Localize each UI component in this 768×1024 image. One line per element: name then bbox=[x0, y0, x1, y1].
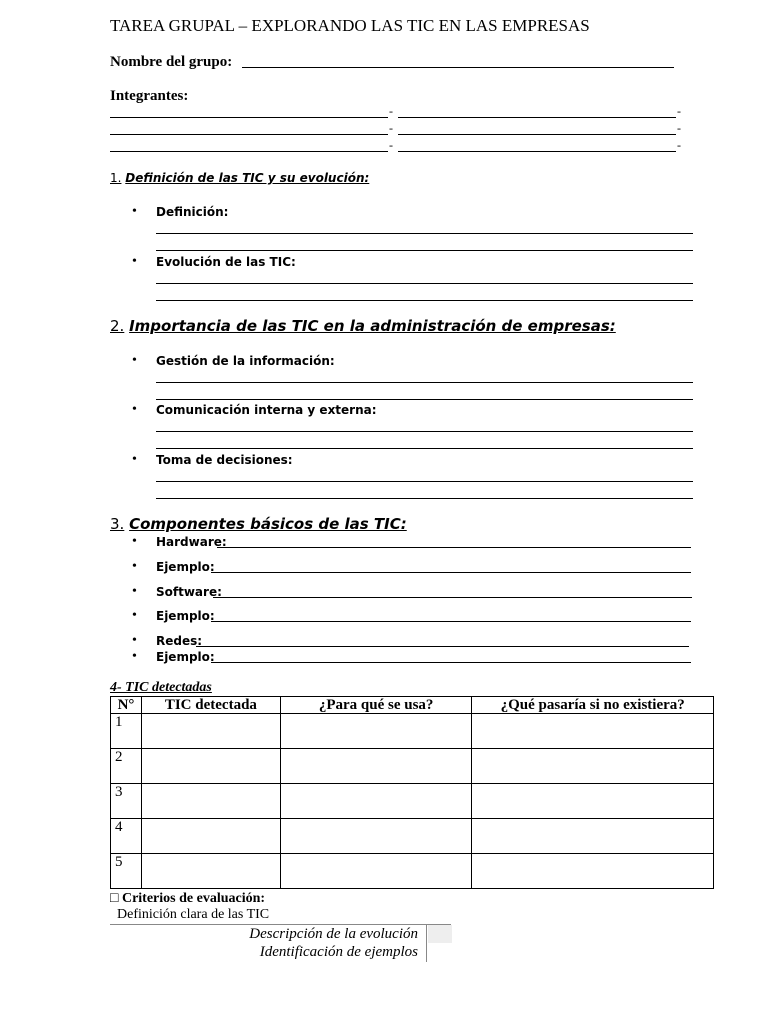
answer-line[interactable] bbox=[156, 382, 693, 383]
table-cell[interactable] bbox=[472, 854, 714, 889]
group-name-label: Nombre del grupo: bbox=[110, 54, 233, 70]
document-title: TAREA GRUPAL – EXPLORANDO LAS TIC EN LAS EMPRESAS bbox=[110, 16, 590, 35]
table-heading: 4- TIC detectadas bbox=[110, 680, 212, 695]
criteria-label: Criterios de evaluación: bbox=[121, 891, 266, 906]
criteria-item: Definición clara de las TIC bbox=[117, 907, 270, 922]
column-header: TIC detectada bbox=[141, 697, 280, 714]
column-header: ¿Para qué se usa? bbox=[280, 697, 472, 714]
bullet-glyph: • bbox=[132, 608, 137, 623]
table-cell[interactable] bbox=[141, 854, 280, 889]
item-label-evolucion: Evolución de las TIC: bbox=[156, 255, 296, 269]
row-number: 1 bbox=[111, 714, 142, 749]
member-separator: - bbox=[677, 104, 681, 118]
bullet-glyph: • bbox=[132, 649, 137, 664]
table-row bbox=[111, 749, 714, 784]
table-row bbox=[111, 784, 714, 819]
criteria-item: Identificación de ejemplos bbox=[259, 944, 418, 960]
answer-line[interactable] bbox=[211, 572, 691, 573]
answer-line[interactable] bbox=[156, 481, 693, 482]
item-label-hardware: Hardware: bbox=[156, 535, 227, 549]
bullet-glyph: • bbox=[132, 584, 137, 599]
section-title: Importancia de las TIC en la administración de empresas: bbox=[129, 317, 616, 335]
item-label-gestion: Gestión de la información: bbox=[156, 354, 335, 368]
member-field-2[interactable] bbox=[398, 117, 676, 118]
member-separator: - bbox=[389, 121, 393, 135]
answer-line[interactable] bbox=[196, 646, 689, 647]
answer-line[interactable] bbox=[156, 431, 693, 432]
row-number: 5 bbox=[111, 854, 142, 889]
section-number: 2. bbox=[110, 317, 125, 335]
bullet-glyph: • bbox=[132, 633, 137, 648]
answer-line[interactable] bbox=[156, 283, 693, 284]
bullet-glyph: • bbox=[132, 534, 137, 549]
answer-line[interactable] bbox=[156, 448, 693, 449]
column-header: N° bbox=[111, 697, 142, 714]
answer-line[interactable] bbox=[211, 621, 691, 622]
table-cell[interactable] bbox=[472, 819, 714, 854]
section-title: Componentes básicos de las TIC: bbox=[129, 515, 407, 533]
group-name-field[interactable] bbox=[242, 67, 674, 68]
bullet-glyph: • bbox=[132, 452, 137, 467]
criteria-item: Descripción de la evolución bbox=[249, 926, 418, 942]
member-separator: - bbox=[677, 138, 681, 152]
answer-line[interactable] bbox=[156, 300, 693, 301]
member-separator: - bbox=[677, 121, 681, 135]
members-label: Integrantes: bbox=[110, 88, 189, 104]
bullet-glyph: • bbox=[132, 353, 137, 368]
bullet-glyph: • bbox=[132, 402, 137, 417]
criteria-heading bbox=[110, 891, 265, 907]
table-header-row bbox=[111, 697, 714, 714]
item-label-decisiones: Toma de decisiones: bbox=[156, 453, 293, 467]
section-2-heading bbox=[110, 317, 616, 335]
row-number: 4 bbox=[111, 819, 142, 854]
bullet-glyph: • bbox=[132, 559, 137, 574]
item-label-ejemplo: Ejemplo: bbox=[156, 609, 215, 623]
section-number: 1. bbox=[110, 171, 122, 185]
table-cell[interactable] bbox=[472, 749, 714, 784]
item-label-redes: Redes: bbox=[156, 634, 203, 648]
section-number: 3. bbox=[110, 515, 125, 533]
section-1-heading bbox=[110, 171, 369, 185]
bullet-glyph: • bbox=[132, 204, 137, 219]
member-field-5[interactable] bbox=[110, 151, 388, 152]
answer-line[interactable] bbox=[211, 662, 691, 663]
member-separator: - bbox=[389, 104, 393, 118]
member-separator: - bbox=[389, 138, 393, 152]
answer-line[interactable] bbox=[156, 399, 693, 400]
item-label-software: Software: bbox=[156, 585, 222, 599]
table-cell[interactable] bbox=[280, 854, 472, 889]
table-cell[interactable] bbox=[280, 749, 472, 784]
item-label-comunicacion: Comunicación interna y externa: bbox=[156, 403, 377, 417]
table-cell[interactable] bbox=[472, 784, 714, 819]
row-number: 2 bbox=[111, 749, 142, 784]
table-cell[interactable] bbox=[141, 819, 280, 854]
member-field-4[interactable] bbox=[398, 134, 676, 135]
table-cell[interactable] bbox=[280, 784, 472, 819]
bullet-glyph: • bbox=[132, 254, 137, 269]
table-row bbox=[111, 714, 714, 749]
table-row bbox=[111, 854, 714, 889]
table-cell[interactable] bbox=[141, 749, 280, 784]
section-3-heading bbox=[110, 515, 407, 533]
member-field-1[interactable] bbox=[110, 117, 388, 118]
item-label-ejemplo: Ejemplo: bbox=[156, 650, 215, 664]
criteria-shaded-cell bbox=[428, 925, 452, 943]
table-cell[interactable] bbox=[280, 819, 472, 854]
answer-line[interactable] bbox=[217, 547, 691, 548]
table-cell[interactable] bbox=[472, 714, 714, 749]
table-cell[interactable] bbox=[141, 714, 280, 749]
item-label-definicion: Definición: bbox=[156, 205, 229, 219]
criteria-divider bbox=[110, 924, 451, 925]
table-cell[interactable] bbox=[280, 714, 472, 749]
answer-line[interactable] bbox=[156, 498, 693, 499]
table-cell[interactable] bbox=[141, 784, 280, 819]
item-label-ejemplo: Ejemplo: bbox=[156, 560, 215, 574]
column-header: ¿Qué pasaría si no existiera? bbox=[472, 697, 714, 714]
table-row bbox=[111, 819, 714, 854]
checkbox-icon: □ bbox=[110, 891, 119, 906]
answer-line[interactable] bbox=[156, 250, 693, 251]
answer-line[interactable] bbox=[213, 597, 692, 598]
member-field-6[interactable] bbox=[398, 151, 676, 152]
row-number: 3 bbox=[111, 784, 142, 819]
member-field-3[interactable] bbox=[110, 134, 388, 135]
section-title: Definición de las TIC y su evolución: bbox=[125, 171, 370, 185]
criteria-column-divider bbox=[426, 925, 427, 962]
answer-line[interactable] bbox=[156, 233, 693, 234]
tic-table bbox=[110, 696, 714, 889]
